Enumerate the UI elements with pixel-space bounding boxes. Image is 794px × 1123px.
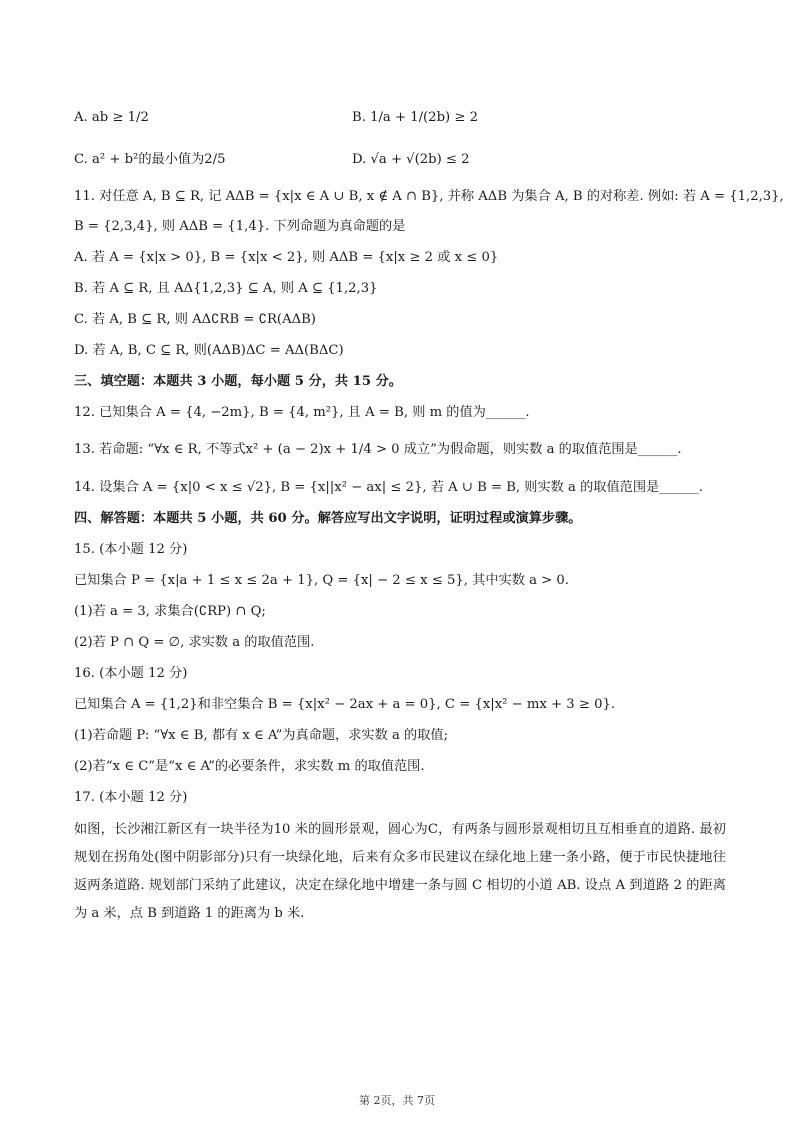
q11-option-c: C. 若 A, B ⊆ R, 则 AΔ∁RB = ∁R(AΔB) xyxy=(74,312,316,327)
q12-text: 12. 已知集合 A = {4, −2m}, B = {4, m²}, 且 A = B, 则 m 的值为______. xyxy=(74,405,530,420)
q16-stem: 已知集合 A = {1,2}和非空集合 B = {x|x² − 2ax + a = 0}, C = {x|x² − mx + 3 ≥ 0}. xyxy=(74,697,616,712)
q10-option-c: C. a² + b²的最小值为2/5 xyxy=(74,152,226,167)
q17-title: 17. (本小题 12 分) xyxy=(74,790,188,805)
page-footer: 第 2页，共 7页 xyxy=(359,1094,435,1107)
q16-part1: (1)若命题 P: “∀x ∈ B, 都有 x ∈ A”为真命题，求实数 a 的取值; xyxy=(74,728,449,743)
q14-text: 14. 设集合 A = {x|0 < x ≤ √2}, B = {x||x² − ax| ≤ 2}, 若 A ∪ B = B, 则实数 a 的取值范围是______. xyxy=(74,480,703,495)
q10-option-d: D. √a + √(2b) ≤ 2 xyxy=(352,152,470,167)
q10-option-a: A. ab ≥ 1/2 xyxy=(74,110,149,125)
q11-option-a: A. 若 A = {x|x > 0}, B = {x|x < 2}, 则 AΔB = {x|x ≥ 2 或 x ≤ 0} xyxy=(74,250,499,265)
q16-part2: (2)若“x ∈ C”是“x ∈ A”的必要条件，求实数 m 的取值范围. xyxy=(74,759,425,774)
section3-heading: 三、填空题：本题共 3 小题，每小题 5 分，共 15 分。 xyxy=(74,374,402,389)
q15-title: 15. (本小题 12 分) xyxy=(74,542,188,557)
q16-title: 16. (本小题 12 分) xyxy=(74,666,188,681)
q11-option-b: B. 若 A ⊆ R, 且 AΔ{1,2,3} ⊆ A, 则 A ⊆ {1,2,3} xyxy=(74,281,378,296)
q15-stem: 已知集合 P = {x|a + 1 ≤ x ≤ 2a + 1}, Q = {x| − 2 ≤ x ≤ 5}, 其中实数 a > 0. xyxy=(74,573,569,588)
q15-part1: (1)若 a = 3, 求集合(∁RP) ∩ Q; xyxy=(74,604,266,619)
q11-stem-line1: 11. 对任意 A, B ⊆ R, 记 AΔB = {x|x ∈ A ∪ B, x ∉ A ∩ B}, 并称 AΔB 为集合 A, B 的对称差. 例如: 若 A = {1,2,3}, xyxy=(74,189,784,204)
q11-option-d: D. 若 A, B, C ⊆ R, 则(AΔB)ΔC = AΔ(BΔC) xyxy=(74,343,344,358)
q13-text: 13. 若命题: “∀x ∈ R, 不等式x² + (a − 2)x + 1/4 > 0 成立”为假命题，则实数 a 的取值范围是______. xyxy=(74,442,682,457)
q11-stem-line2: B = {2,3,4}, 则 AΔB = {1,4}. 下列命题为真命题的是 xyxy=(74,219,406,234)
q10-option-b: B. 1/a + 1/(2b) ≥ 2 xyxy=(352,110,478,125)
q17-body: 如图，长沙湘江新区有一块半径为10 米的圆形景观，圆心为C，有两条与圆形景观相切且互相垂直的道路. 最初规划在拐角处(图中阴影部分)只有一块绿化地，后来有众多市民建议在绿化地上建一条小路，便于市民快捷地往返两条道路. 规划部门采纳了此建议，决定在绿化地中增建一条与圆 C 相切的小道 AB. 设点 A 到道路 2 的距离为 a 米，点 B 到道路 1 的距离为 b 米. xyxy=(74,822,726,921)
section4-heading: 四、解答题：本题共 5 小题，共 60 分。解答应写出文字说明，证明过程或演算步骤。 xyxy=(74,511,582,526)
q15-part2: (2)若 P ∩ Q = ∅, 求实数 a 的取值范围. xyxy=(74,635,315,650)
